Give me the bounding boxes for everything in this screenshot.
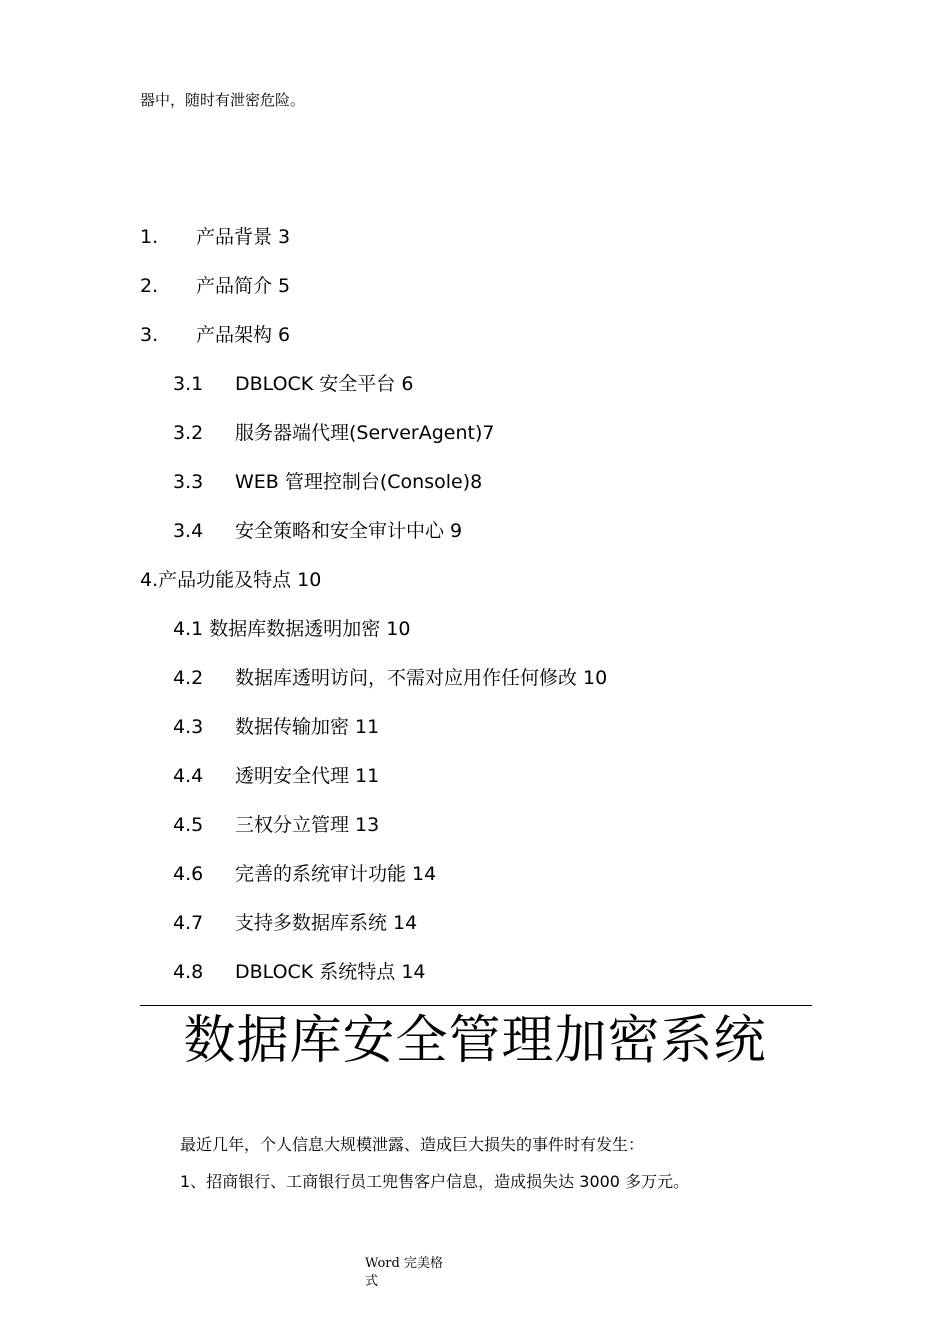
toc-entry: [173, 664, 607, 692]
toc-label: 产品简介 5: [196, 275, 291, 297]
toc-entry: [173, 713, 379, 741]
toc-entry: [173, 958, 426, 986]
document-title: 数据库安全管理加密系统: [183, 1011, 767, 1071]
intro-text: 器中，随时有泄密危险。: [140, 91, 306, 109]
body-paragraph: 1、招商银行、工商银行员工兜售客户信息，造成损失达 3000 多万元。: [180, 1172, 690, 1191]
body-paragraph: 最近几年，个人信息大规模泄露、造成巨大损失的事件时有发生：: [180, 1135, 645, 1154]
toc-label: 三权分立管理 13: [235, 814, 380, 836]
toc-entry: [140, 566, 321, 594]
toc-number: 4.2: [173, 667, 204, 689]
toc-entry: [173, 811, 379, 839]
toc-entry: [173, 860, 436, 888]
toc-entry: [173, 419, 494, 447]
toc-entry: [173, 909, 417, 937]
toc-label: WEB 管理控制台(Console)8: [235, 471, 483, 493]
toc-number: 4.: [140, 569, 159, 591]
toc-label: 数据传输加密 11: [235, 716, 380, 738]
toc-entry: [173, 615, 410, 643]
toc-entry: [140, 223, 290, 251]
page-footer: Word 完美格式: [365, 1256, 443, 1289]
toc-entry: [173, 370, 413, 398]
toc-number: 3.3: [173, 471, 204, 493]
toc-number: 4.7: [173, 912, 204, 934]
toc-label: 安全策略和安全审计中心 9: [235, 520, 463, 542]
toc-entry: [173, 762, 379, 790]
toc-label: DBLOCK 系统特点 14: [235, 961, 426, 983]
toc-number: 4.8: [173, 961, 204, 983]
toc-label: 数据库透明访问，不需对应用作任何修改 10: [235, 667, 608, 689]
toc-number: 3.: [140, 324, 159, 346]
toc-entry: [140, 272, 290, 300]
toc-label: 完善的系统审计功能 14: [235, 863, 437, 885]
toc-number: 4.3: [173, 716, 204, 738]
toc-number: 3.1: [173, 373, 204, 395]
toc-number: 4.6: [173, 863, 204, 885]
toc-number: 4.1: [173, 618, 204, 640]
toc-label: 支持多数据库系统 14: [235, 912, 418, 934]
toc-label: 数据库数据透明加密 10: [209, 618, 411, 640]
toc-number: 4.5: [173, 814, 204, 836]
toc-entry: [173, 468, 482, 496]
toc-number: 4.4: [173, 765, 204, 787]
toc-number: 1.: [140, 226, 159, 248]
toc-label: DBLOCK 安全平台 6: [235, 373, 414, 395]
toc-label: 服务器端代理(ServerAgent)7: [235, 422, 495, 444]
toc-label: 产品背景 3: [196, 226, 291, 248]
toc-number: 3.4: [173, 520, 204, 542]
toc-label: 产品功能及特点 10: [158, 569, 322, 591]
toc-number: 2.: [140, 275, 159, 297]
toc-entry: [173, 517, 462, 545]
toc-entry: [140, 321, 290, 349]
toc-label: 透明安全代理 11: [235, 765, 380, 787]
toc-number: 3.2: [173, 422, 204, 444]
toc-label: 产品架构 6: [196, 324, 291, 346]
